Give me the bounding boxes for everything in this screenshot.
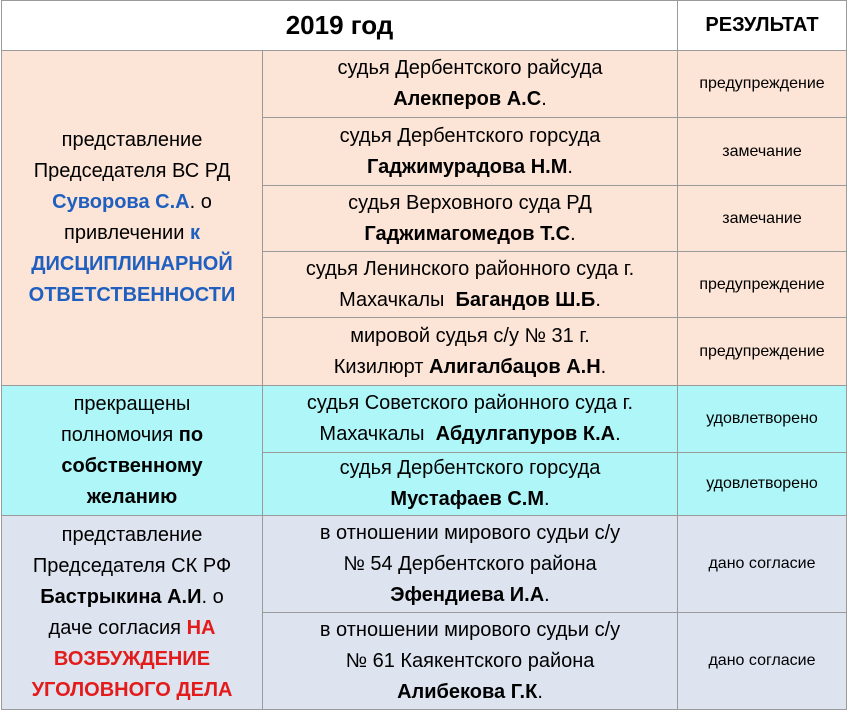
year-heading: 2019 год [2,1,678,51]
result-cell: замечание [678,118,847,186]
result-cell: замечание [678,186,847,252]
judge-cell: в отношении мирового судьи с/у № 61 Каякентского района Алибекова Г.К. [263,613,678,710]
judge-cell: в отношении мирового судьи с/у № 54 Дербентского района Эфендиева И.А. [263,516,678,613]
emphasis-line: ВОЗБУЖДЕНИЕ [53,647,211,670]
result-cell: предупреждение [678,51,847,118]
result-cell: предупреждение [678,318,847,386]
result-cell: удовлетворено [678,453,847,516]
group-criminal-case-cell [2,516,263,710]
judge-name: Эфендиева И.А [390,583,545,606]
header-row [2,1,847,51]
judge-name: Гаджимурадова Н.М [367,155,568,178]
judge-cell: судья Дербентского горсуда Мустафаев С.М. [263,453,678,516]
group-disciplinary-cell [2,51,263,386]
judge-name: Мустафаев С.М [390,488,545,510]
judge-cell: судья Дербентского райсуда Алекперов А.С. [263,51,678,118]
judge-cell: мировой судья с/у № 31 г. Кизилюрт Алигалбацов А.Н. [263,318,678,386]
result-cell: предупреждение [678,252,847,318]
result-cell: удовлетворено [678,386,847,453]
judge-name: Алибекова Г.К [397,680,538,703]
judge-cell: судья Верховного суда РД Гаджимагомедов Т.С. [263,186,678,252]
group-resignation-cell [2,386,263,516]
group-line: Председателя ВС РД [33,160,231,182]
emphasis-line: УГОЛОВНОГО ДЕЛА [31,678,233,701]
group-line: привлечении к [64,222,200,244]
judge-cell: судья Дербентского горсуда Гаджимурадова Н.М. [263,118,678,186]
group-line: полномочия по [60,423,204,446]
table-row [2,516,847,613]
result-cell: дано согласие [678,516,847,613]
judge-name: Алигалбацов А.Н [429,355,601,378]
judge-name: Алекперов А.С [393,88,542,110]
chairman-name: Суворова С.А [52,191,190,213]
judge-cell: судья Ленинского районного суда г. Махачкалы Багандов Ш.Б. [263,252,678,318]
emphasis-line: ДИСЦИПЛИНАРНОЙ [31,253,233,275]
judge-name: Абдулгапуров К.А [435,423,616,445]
group-line: прекращены [73,392,191,415]
group-line: собственному [61,454,203,477]
result-cell: дано согласие [678,613,847,710]
judge-name: Гаджимагомедов Т.С [364,222,571,245]
table-row [2,386,847,453]
chairman-name: Бастрыкина А.И [40,585,202,608]
group-line: Бастрыкина А.И. о [40,585,224,608]
group-line: представление [61,129,203,151]
discipline-table [1,0,847,710]
result-heading: РЕЗУЛЬТАТ [678,1,847,51]
group-line: Председателя СК РФ [32,554,232,577]
group-line: представление [61,523,203,546]
table-row [2,51,847,118]
group-line: желанию [86,485,178,508]
judge-cell: судья Советского районного суда г. Махачкалы Абдулгапуров К.А. [263,386,678,453]
emphasis-line: ОТВЕТСТВЕННОСТИ [28,284,236,306]
group-line: Суворова С.А. о [52,191,212,213]
judge-name: Багандов Ш.Б [455,288,596,311]
group-line: даче согласия НА [48,616,216,639]
